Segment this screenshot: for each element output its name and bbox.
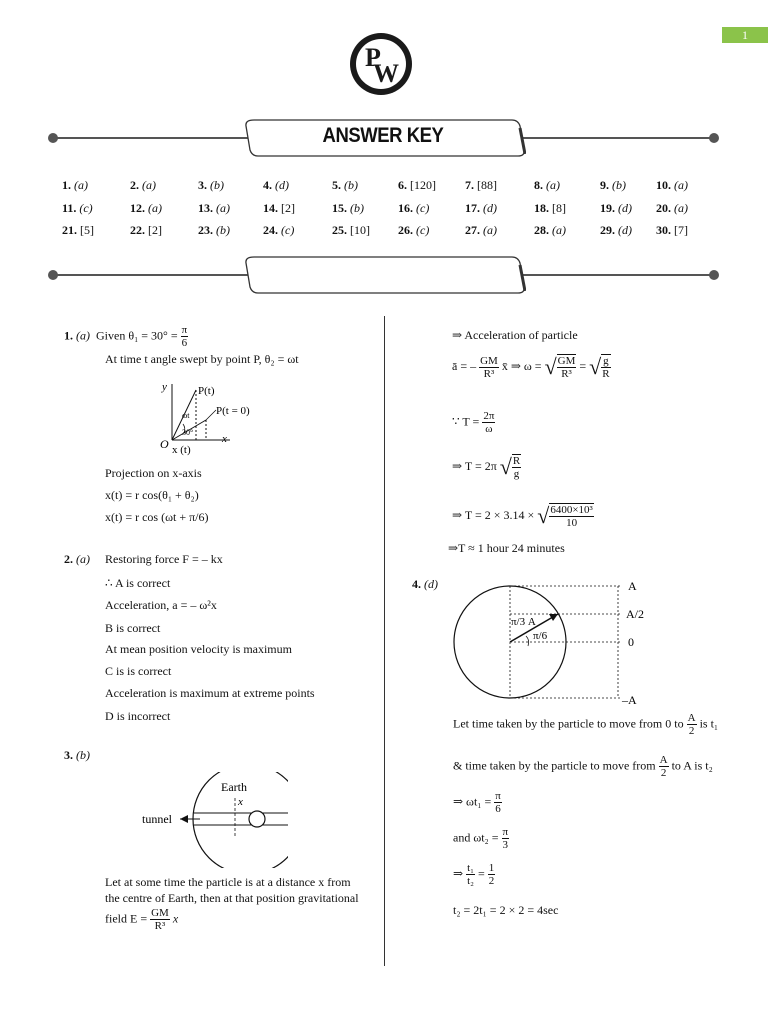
answer-key-item	[62, 201, 93, 216]
sqrt-symbol: √	[544, 354, 557, 379]
frac-den: g	[513, 468, 520, 480]
answer-key-item	[600, 178, 626, 193]
answer-key-value: [2]	[281, 201, 295, 215]
q4-line5	[453, 862, 495, 887]
answer-key-item	[534, 223, 566, 238]
q4-number: 4.	[412, 577, 421, 591]
answer-key-item	[465, 178, 497, 193]
q3c-line3	[452, 410, 495, 435]
q2-line: Restoring force F = – kx	[105, 552, 223, 566]
q4-l3-frac	[494, 790, 502, 815]
q4-line3	[453, 790, 502, 815]
answer-key-item	[656, 178, 688, 193]
q1-figure	[150, 378, 270, 458]
frac-num: 6400×10³	[550, 504, 593, 516]
answer-key-title: ANSWER KEY	[322, 124, 444, 147]
answer-key-number: 20.	[656, 201, 671, 215]
answer-key-item	[656, 223, 688, 238]
q2-answer: (a)	[76, 552, 90, 566]
answer-key-value: [7]	[674, 223, 688, 237]
answer-key-number: 28.	[534, 223, 549, 237]
answer-key-item	[263, 178, 289, 193]
frac-den: R³	[483, 367, 495, 380]
answer-key-number: 26.	[398, 223, 413, 237]
q3-earth-figure	[138, 772, 288, 868]
answer-key-value: (c)	[416, 223, 430, 237]
q4-line2	[453, 754, 713, 779]
answer-key-value: (d)	[618, 201, 632, 215]
answer-key-item	[656, 201, 688, 216]
frac-den: 2	[660, 767, 667, 779]
answer-key-number: 23.	[198, 223, 213, 237]
frac-num: R	[512, 455, 521, 467]
q3c-period3-sqrt	[549, 503, 594, 529]
answer-key-number: 24.	[263, 223, 278, 237]
answer-key-item	[130, 201, 162, 216]
frac-num: GM	[151, 907, 169, 919]
answer-key-value: [10]	[350, 223, 370, 237]
answer-key-value: (d)	[275, 178, 289, 192]
q3c-line4	[452, 454, 521, 480]
frac-num: GM	[480, 354, 498, 367]
q2-line: D is incorrect	[105, 709, 171, 723]
answer-key-number: 11.	[62, 201, 77, 215]
q4-shm-figure	[450, 574, 660, 710]
frac-den: 3	[502, 839, 509, 851]
q3-field-x: x	[172, 911, 179, 926]
answer-key-value: (a)	[216, 201, 230, 215]
q3-line1: Let at some time the particle is at a distance x from	[105, 875, 351, 889]
answer-key-number: 2.	[130, 178, 139, 192]
frac-den: R³	[154, 920, 166, 932]
q1-fig-o: O	[160, 437, 169, 451]
q2-line: ∴ A is correct	[105, 576, 171, 590]
answer-key-item	[534, 201, 566, 216]
q4-l4-frac	[502, 826, 510, 851]
q2-line: Acceleration is maximum at extreme points	[105, 686, 315, 700]
q3c-accel-a: ā = –	[452, 358, 477, 373]
answer-key-value: [8]	[552, 201, 566, 215]
answer-key-value: (b)	[612, 178, 626, 192]
q4-line6: t₂ = 2t₁ = 2 × 2 = 4sec	[453, 903, 559, 917]
q1-fig-x: x	[222, 433, 227, 445]
q4-l5-frac2	[488, 862, 496, 887]
q4-fig-zero: 0	[628, 635, 634, 649]
q1-answer: (a)	[76, 328, 90, 343]
frac-den: 6	[181, 337, 188, 349]
answer-key-number: 16.	[398, 201, 413, 215]
frac-den: 2	[688, 725, 695, 737]
q4-l5-eq: =	[477, 866, 485, 881]
q4-l5-frac1	[466, 862, 475, 887]
answer-key-value: (b)	[344, 178, 358, 192]
answer-key-value: (a)	[674, 201, 688, 215]
answer-key-number: 29.	[600, 223, 615, 237]
sqrt-symbol: √	[589, 354, 602, 379]
answer-key-item	[130, 223, 162, 238]
q3c-sqrt2	[601, 354, 610, 380]
q2-header	[64, 552, 90, 567]
q2-line: Acceleration, a = – ω²x	[105, 598, 217, 612]
q4-answer: (d)	[424, 577, 438, 591]
frac-den: t₂	[467, 875, 474, 887]
q1-header	[64, 324, 188, 349]
q3c-line1: ⇒ Acceleration of particle	[452, 328, 578, 342]
answer-key-number: 22.	[130, 223, 145, 237]
q3-fig-tunnel: tunnel	[142, 812, 172, 826]
answer-key-value: (c)	[79, 201, 93, 215]
q3c-line5	[452, 503, 594, 529]
q4-l1-frac	[687, 712, 697, 737]
q4-l1-end: is t₁	[699, 716, 719, 731]
answer-key-number: 7.	[465, 178, 474, 192]
q3c-sqrt1	[557, 354, 577, 380]
answer-key-number: 4.	[263, 178, 272, 192]
q3-header	[64, 748, 90, 763]
answer-key-number: 8.	[534, 178, 543, 192]
answer-key-number: 10.	[656, 178, 671, 192]
answer-key-value: (c)	[416, 201, 430, 215]
q3c-accel-c: =	[579, 358, 587, 373]
q4-fig-mA: –A	[622, 693, 637, 707]
q4-fig-pi3A: π/3 A	[511, 616, 536, 628]
q3c-accel-frac	[479, 355, 499, 380]
answer-key-number: 3.	[198, 178, 207, 192]
q4-line4	[453, 826, 509, 851]
answer-key-value: (b)	[216, 223, 230, 237]
answer-key-value: (c)	[281, 223, 295, 237]
frac-den: 6	[495, 803, 501, 815]
q1-fig-p0: P(t = 0)	[216, 405, 250, 417]
q3c-period-frac	[482, 410, 495, 435]
answer-key-number: 5.	[332, 178, 341, 192]
answer-key-item	[198, 201, 230, 216]
q3-field-fraction	[150, 907, 170, 932]
q4-l2-text: & time taken by the particle to move from	[453, 758, 656, 773]
sqrt-symbol: √	[537, 503, 550, 528]
banner2-rule-right	[518, 274, 714, 276]
answer-key-item	[332, 223, 370, 238]
q1-eq1: x(t) = r cos(θ₁ + θ₂)	[105, 488, 199, 502]
answer-key-item	[332, 178, 358, 193]
answer-key-value: (a)	[483, 223, 497, 237]
q1-given-fraction	[181, 324, 189, 349]
q4-l1-text: Let time taken by the particle to move from 0 to	[453, 716, 684, 731]
q4-fig-A: A	[628, 579, 637, 593]
answer-key-item	[130, 178, 156, 193]
page-number: 1	[722, 27, 768, 43]
banner2-rule-left	[52, 274, 252, 276]
answer-key-item	[534, 178, 560, 193]
q3-line3	[105, 907, 178, 932]
frac-num: GM	[557, 355, 576, 367]
q1-fig-wt: ωt	[182, 411, 190, 420]
q1-fig-30: 30°	[182, 428, 194, 437]
answer-key-number: 18.	[534, 201, 549, 215]
q4-l3-text: ⇒ ωt₁ =	[453, 794, 492, 809]
column-divider	[384, 316, 385, 966]
answer-key-item	[398, 223, 429, 238]
sqrt-symbol: √	[499, 454, 512, 479]
q4-l4-text: and ωt₂ =	[453, 830, 499, 845]
q4-fig-pi6: π/6	[533, 630, 548, 642]
banner-rule-left	[52, 137, 252, 139]
frac-den: 10	[566, 517, 578, 529]
banner-rule-right	[518, 137, 714, 139]
answer-key-number: 13.	[198, 201, 213, 215]
svg-text:P: P	[365, 43, 381, 72]
pw-logo	[349, 32, 413, 96]
answer-key-item	[263, 223, 294, 238]
q3c-line2	[452, 354, 611, 380]
q4-fig-A2: A/2	[626, 607, 644, 621]
answer-key-item	[398, 201, 429, 216]
q3-field-label: field E =	[105, 911, 148, 926]
q4-l5-text: ⇒	[453, 866, 464, 881]
frac-num: t₁	[467, 862, 474, 874]
q1-given: Given θ₁ = 30° =	[96, 328, 178, 343]
answer-key-value: [120]	[410, 178, 436, 192]
q4-l2-end: to A is t₂	[671, 758, 713, 773]
frac-num: π	[502, 826, 509, 838]
answer-key-item	[332, 201, 364, 216]
answer-key-number: 21.	[62, 223, 77, 237]
q1-number: 1.	[64, 328, 73, 343]
answer-key-item	[198, 178, 224, 193]
answer-key-value: (a)	[674, 178, 688, 192]
frac-num: π	[495, 790, 501, 802]
q3c-accel-b: x̄ ⇒ ω =	[501, 358, 542, 373]
q2-number: 2.	[64, 552, 73, 566]
answer-key-number: 9.	[600, 178, 609, 192]
answer-key-value: (d)	[483, 201, 497, 215]
q1-eq2: x(t) = r cos (ωt + π/6)	[105, 510, 209, 524]
frac-num: A	[687, 712, 696, 724]
frac-den: 2	[488, 875, 495, 887]
frac-den: R	[602, 368, 610, 380]
q4-header	[412, 577, 438, 592]
q1-fig-xt: x (t)	[172, 444, 191, 456]
answer-key-value: (b)	[210, 178, 224, 192]
frac-num: 2π	[483, 410, 495, 422]
q3-line2: the centre of Earth, then at that position gravitational	[105, 891, 359, 905]
answer-key-item	[398, 178, 436, 193]
q3c-period2-sqrt	[512, 454, 521, 480]
q1-fig-y: y	[162, 381, 167, 393]
answer-key-number: 6.	[398, 178, 407, 192]
q4-line1	[453, 712, 718, 737]
q4-l2-frac	[659, 754, 669, 779]
answer-key-number: 15.	[332, 201, 347, 215]
q2-line: B is correct	[105, 621, 161, 635]
frac-num: g	[603, 355, 609, 367]
answer-key-value: [2]	[148, 223, 162, 237]
answer-key-item	[600, 201, 632, 216]
answer-key-value: (b)	[350, 201, 364, 215]
frac-den: ω	[485, 423, 493, 435]
answer-key-item	[62, 223, 94, 238]
frac-num: 1	[488, 862, 495, 874]
answer-key-value: (a)	[148, 201, 162, 215]
q3-fig-earth: Earth	[221, 780, 247, 794]
banner2-dot-right	[709, 270, 719, 280]
q3-answer: (b)	[76, 748, 90, 762]
answer-key-value: [88]	[477, 178, 497, 192]
answer-key-value: [5]	[80, 223, 94, 237]
answer-key-value: (a)	[546, 178, 560, 192]
answer-key-number: 17.	[465, 201, 480, 215]
answer-key-item	[600, 223, 632, 238]
answer-key-value: (a)	[74, 178, 88, 192]
svg-text:W: W	[373, 59, 399, 88]
q1-line2: At time t angle swept by point P, θ₂ = ωt	[105, 352, 299, 366]
q1-projection: Projection on x-axis	[105, 466, 202, 480]
answer-key-value: (a)	[142, 178, 156, 192]
answer-key-number: 14.	[263, 201, 278, 215]
answer-key-number: 30.	[656, 223, 671, 237]
q3-number: 3.	[64, 748, 73, 762]
q3c-period-a: ∵ T =	[452, 414, 480, 429]
q3c-period2-a: ⇒ T = 2π	[452, 458, 497, 473]
answer-key-item	[263, 201, 295, 216]
frac-den: R³	[561, 368, 572, 380]
q3c-line6: ⇒T ≈ 1 hour 24 minutes	[448, 541, 565, 555]
answer-key-value: (a)	[552, 223, 566, 237]
frac-num: π	[181, 324, 188, 336]
answer-key-item	[465, 223, 497, 238]
q3-fig-x: x	[238, 796, 243, 808]
frac-num: A	[659, 754, 668, 766]
answer-key-number: 12.	[130, 201, 145, 215]
answer-key-number: 1.	[62, 178, 71, 192]
answer-key-value: (d)	[618, 223, 632, 237]
solutions-banner	[244, 253, 526, 297]
q2-line: At mean position velocity is maximum	[105, 642, 292, 656]
answer-key-number: 25.	[332, 223, 347, 237]
answer-key-number: 27.	[465, 223, 480, 237]
q1-fig-pt: P(t)	[198, 385, 215, 397]
q2-line: C is is correct	[105, 664, 172, 678]
answer-key-item	[198, 223, 230, 238]
answer-key-number: 19.	[600, 201, 615, 215]
answer-key-item	[465, 201, 497, 216]
q3c-period3-a: ⇒ T = 2 × 3.14 ×	[452, 507, 535, 522]
answer-key-item	[62, 178, 88, 193]
banner-dot-right	[709, 133, 719, 143]
